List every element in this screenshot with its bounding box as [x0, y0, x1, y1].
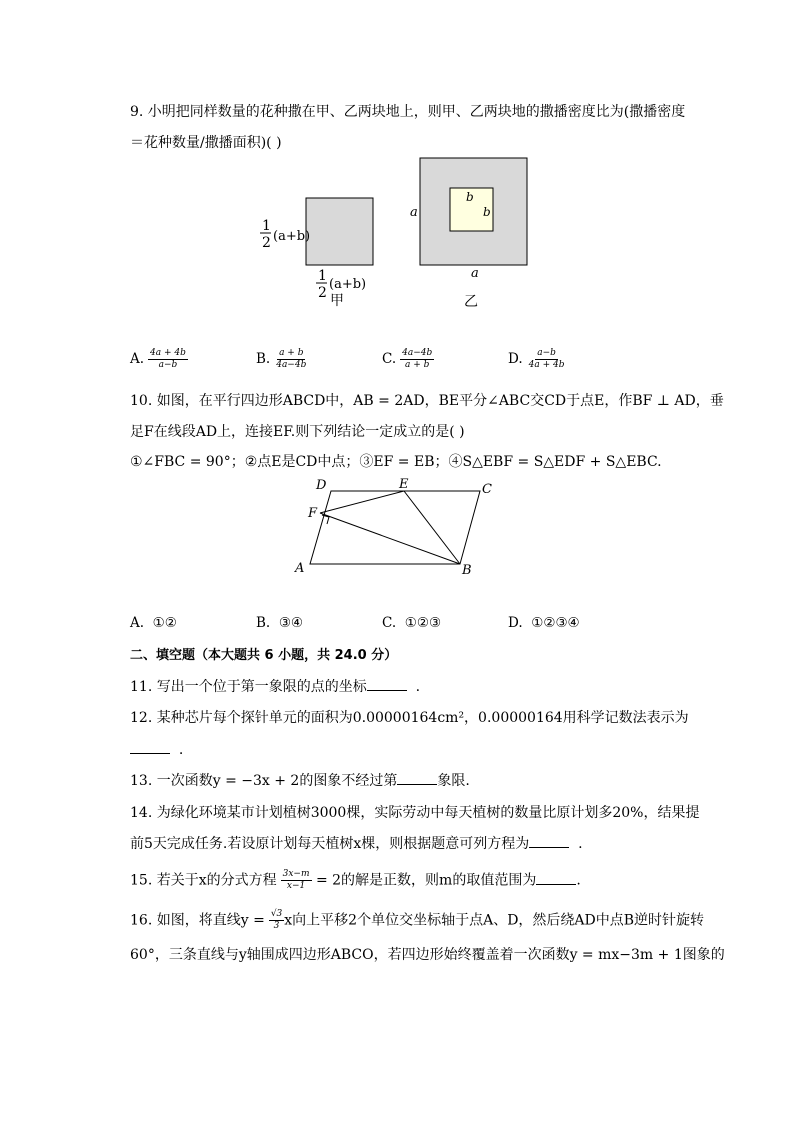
q10-option-c[interactable]: C. ①②③ — [382, 615, 442, 631]
point-a: A — [295, 561, 305, 576]
q12-blank[interactable] — [130, 741, 170, 754]
q12-line1: 12. 某种芯片每个探针单元的面积为0.00000164cm²，0.00000164用科学记数法表示为 — [130, 710, 689, 726]
yi-label-b-right: b — [483, 205, 491, 219]
q10-line2: 足F在线段AD上，连接EF.则下列结论一定成立的是( ) — [130, 424, 465, 440]
point-d: D — [316, 478, 327, 493]
segment-ef — [320, 491, 404, 513]
q16-line1: 16. 如图，将直线y = $\frac{√3}{3}$ x向上平移2个单位交坐标轴于点A、D，然后绕AD中点B逆时针旋转 — [130, 909, 705, 931]
parallelogram-abcd — [310, 491, 480, 564]
jia-bottom-expr: (a+b) — [329, 277, 367, 292]
yi-label-a-left: a — [410, 205, 418, 220]
segment-be — [404, 491, 460, 564]
q13-blank[interactable] — [397, 772, 437, 785]
yi-label-b-top: b — [466, 190, 474, 204]
q9-option-c[interactable]: C. $\frac{4a-4b}{a + b}$ — [382, 348, 433, 370]
jia-bottom-den: 2 — [318, 285, 327, 301]
q10-option-d[interactable]: D. ①②③④ — [508, 615, 580, 631]
q15-line: 15. 若关于x的分式方程 $\frac{3x-m}{x-1}$ = 2的解是正数，则m的取值范围为 . — [130, 869, 581, 891]
q14-blank[interactable] — [529, 835, 569, 848]
point-f: F — [308, 506, 318, 521]
q11-line: 11. 写出一个位于第一象限的点的坐标 . — [130, 679, 421, 695]
q16-line2: 60°，三条直线与y轴围成四边形ABCO，若四边形始终覆盖着一次函数y = mx−3m + 1图象的 — [130, 947, 725, 963]
q14-line1: 14. 为绿化环境某市计划植树3000棵，实际劳动中每天植树的数量比原计划多20%，结果提 — [130, 805, 700, 821]
q9-line2: ＝花种数量/撒播面积)( ) — [130, 135, 282, 151]
q12-line2: . — [130, 740, 183, 760]
point-e: E — [399, 477, 409, 492]
jia-left-expr: (a+b) — [273, 229, 311, 244]
point-c: C — [482, 482, 492, 497]
jia-left-num: 1 — [262, 218, 271, 234]
yi-label-a-bottom: a — [471, 266, 479, 281]
point-b: B — [462, 563, 472, 578]
q14-line2: 前5天完成任务.若设原计划每天植树x棵，则根据题意可列方程为 . — [130, 836, 583, 852]
q10-line1: 10. 如图，在平行四边形ABCD中，AB = 2AD，BE平分∠ABC交CD于点E，作BF ⊥ AD，垂 — [130, 393, 724, 409]
q10-line3: ①∠FBC = 90°；②点E是CD中点；③EF = EB；④S△EBF = S△EDF + S△EBC. — [130, 454, 662, 470]
q11-blank[interactable] — [367, 678, 407, 691]
q9-line1: 9. 小明把同样数量的花种撒在甲、乙两块地上，则甲、乙两块地的撒播密度比为(撒播密度 — [130, 104, 686, 120]
jia-left-den: 2 — [262, 235, 271, 251]
q9-option-b[interactable]: B. $\frac{a + b}{4a-4b}$ — [256, 348, 307, 370]
q9-option-d[interactable]: D. $\frac{a-b}{4a + 4b}$ — [508, 348, 565, 370]
jia-label: 甲 — [330, 293, 344, 309]
section-heading: 二、填空题（本大题共 6 小题，共 24.0 分） — [130, 648, 398, 663]
q9-option-a[interactable]: A. $\frac{4a + 4b}{a-b}$ — [130, 348, 186, 370]
q13-line: 13. 一次函数y = −3x + 2的图象不经过第 象限. — [130, 773, 470, 789]
q15-blank[interactable] — [536, 872, 576, 885]
segment-bf — [320, 513, 460, 564]
yi-label: 乙 — [464, 294, 478, 310]
q10-option-b[interactable]: B. ③④ — [256, 615, 304, 631]
jia-bottom-num: 1 — [318, 268, 327, 284]
q10-option-a[interactable]: A. ①② — [130, 615, 177, 631]
